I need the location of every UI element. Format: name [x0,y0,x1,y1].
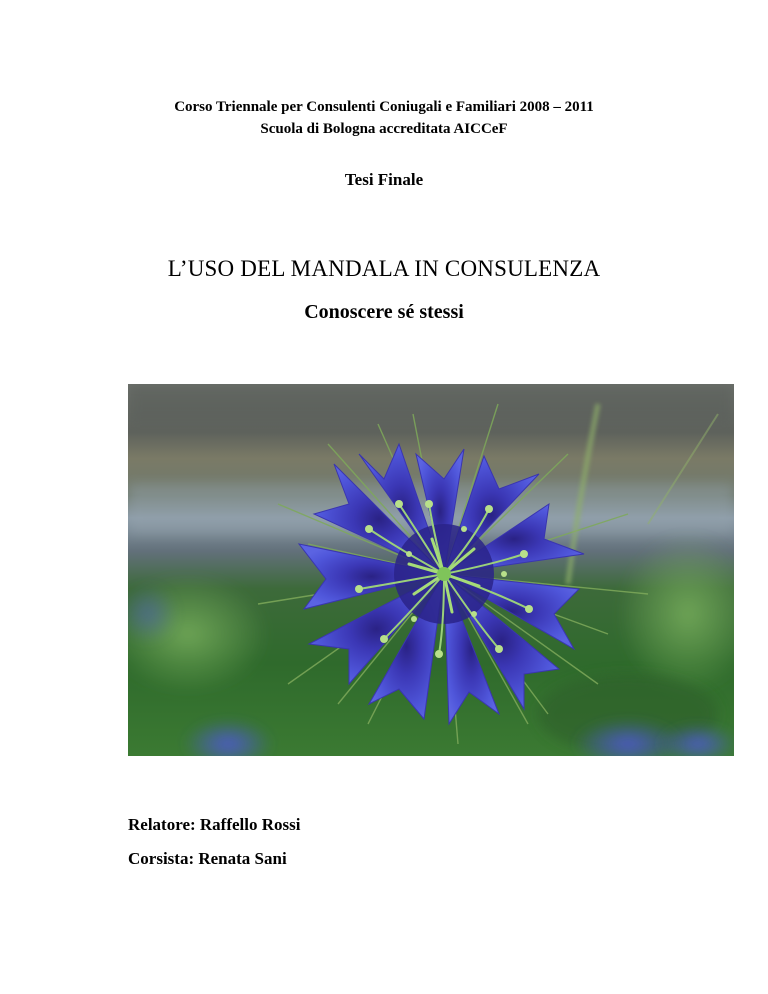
course-heading: Corso Triennale per Consulenti Coniugali e Familiari 2008 – 2011 [174,99,594,115]
student-line: Corsista: Renata Sani [128,849,287,868]
thesis-subtitle: Conoscere sé stessi [304,301,464,323]
supervisor-line: Relatore: Raffello Rossi [128,815,301,834]
document-type-label: Tesi Finale [344,170,424,189]
thesis-title: L’USO DEL MANDALA IN CONSULENZA [167,256,601,281]
cover-photo [128,384,734,756]
school-heading: Scuola di Bologna accreditata AICCeF [260,121,508,137]
